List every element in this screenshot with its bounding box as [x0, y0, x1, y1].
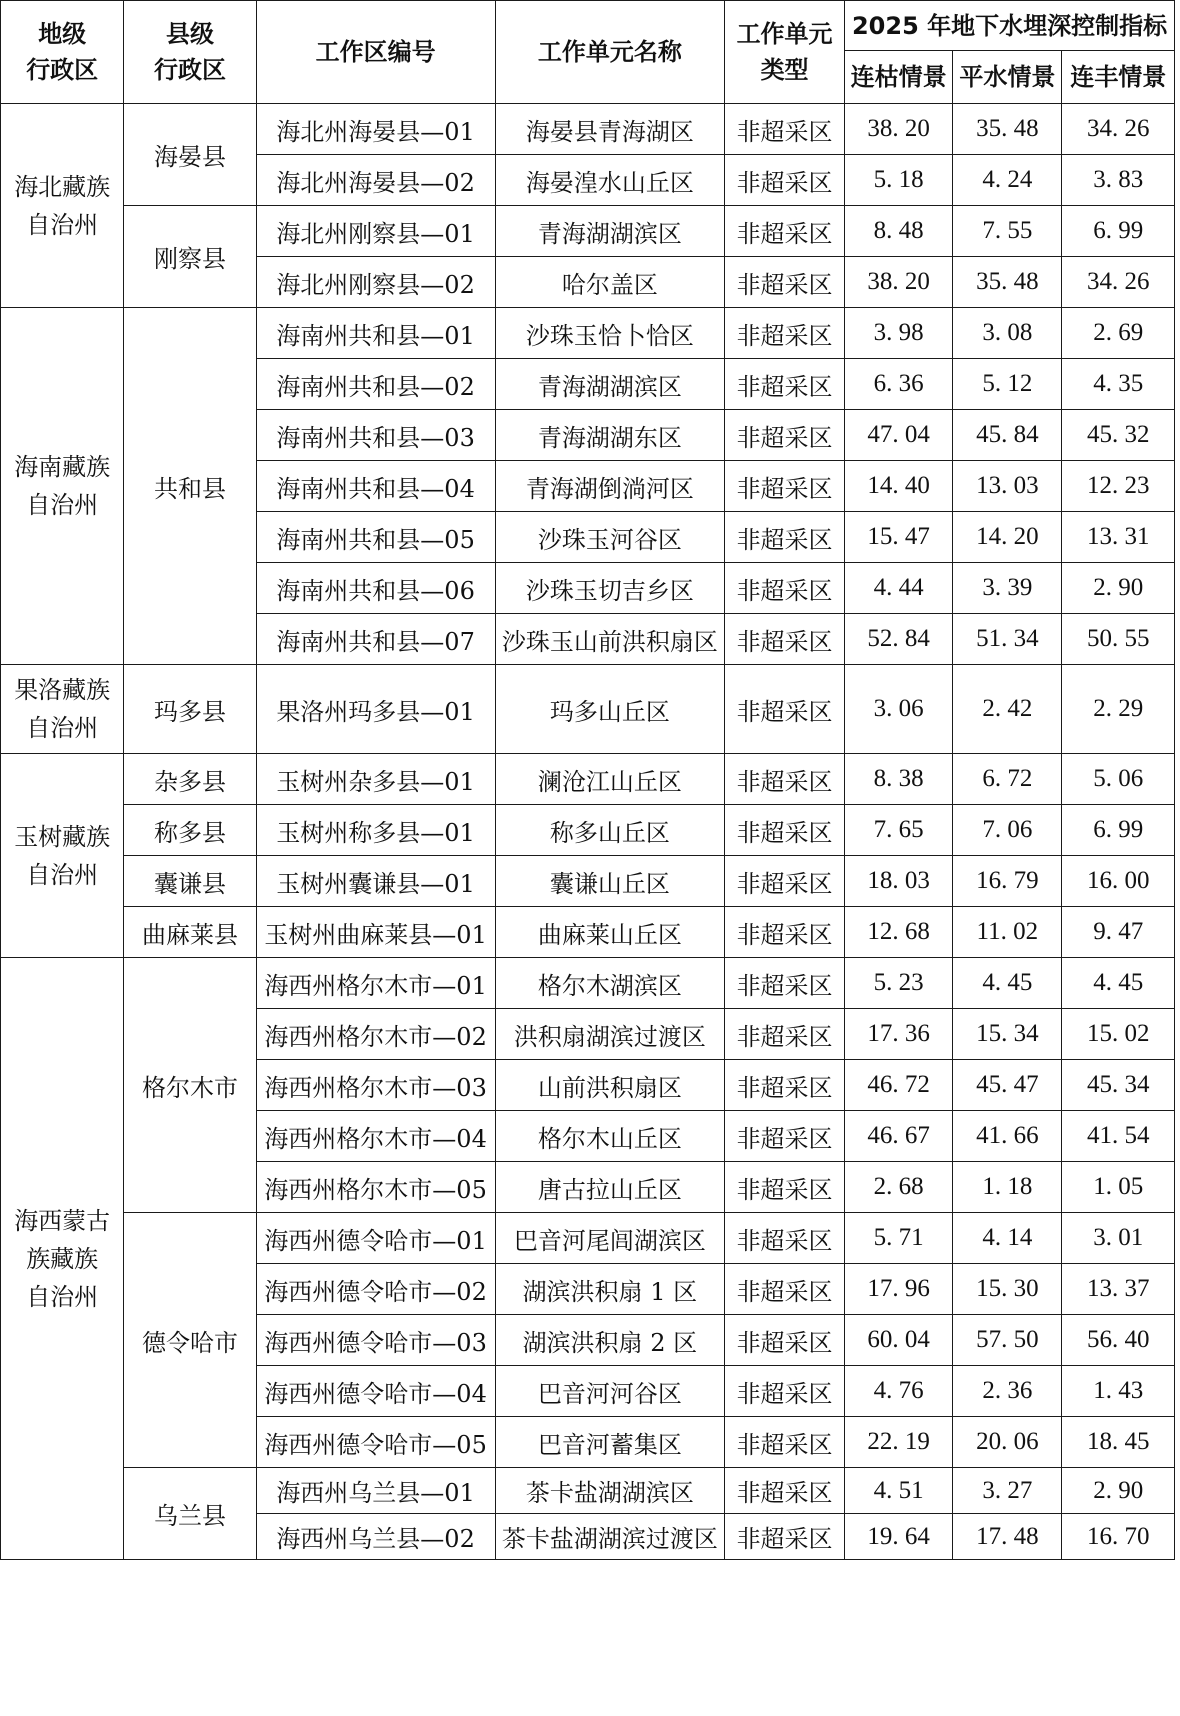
value-normal-scenario: 11. 02 [953, 907, 1062, 958]
work-unit-name: 沙珠玉切吉乡区 [495, 563, 724, 614]
value-dry-scenario: 4. 76 [845, 1366, 953, 1417]
prefecture-name-line: 海南藏族 [14, 453, 111, 481]
value-normal-scenario: 4. 45 [953, 958, 1062, 1009]
prefecture-name-line: 族藏族 [26, 1244, 99, 1273]
value-dry-scenario: 5. 23 [845, 958, 953, 1009]
work-unit-type: 非超采区 [725, 856, 845, 907]
work-unit-type: 非超采区 [725, 665, 845, 754]
work-unit-type: 非超采区 [725, 155, 845, 206]
work-area-code: 果洛州玛多县—01 [256, 665, 495, 754]
value-normal-scenario: 3. 39 [953, 563, 1062, 614]
value-dry-scenario: 38. 20 [845, 257, 953, 308]
value-wet-scenario: 13. 37 [1062, 1264, 1175, 1315]
prefecture-name-line: 自治州 [26, 714, 99, 742]
value-wet-scenario: 15. 02 [1062, 1009, 1175, 1060]
value-dry-scenario: 46. 72 [845, 1060, 953, 1111]
county-cell: 曲麻莱县 [124, 907, 256, 958]
value-wet-scenario: 4. 45 [1062, 958, 1175, 1009]
work-area-code: 海西州格尔木市—05 [256, 1162, 495, 1213]
work-area-code: 海西州乌兰县—02 [256, 1514, 495, 1560]
value-dry-scenario: 6. 36 [845, 359, 953, 410]
prefecture-cell [1, 308, 124, 665]
value-dry-scenario: 14. 40 [845, 461, 953, 512]
prefecture-cell [1, 958, 124, 1560]
work-area-code: 海西州格尔木市—04 [256, 1111, 495, 1162]
value-dry-scenario: 19. 64 [845, 1514, 953, 1560]
work-unit-type: 非超采区 [725, 1264, 845, 1315]
value-dry-scenario: 7. 65 [845, 805, 953, 856]
value-normal-scenario: 14. 20 [953, 512, 1062, 563]
prefecture-name-line: 自治州 [26, 860, 99, 889]
value-dry-scenario: 3. 98 [845, 308, 953, 359]
header-prefecture [1, 1, 124, 104]
value-normal-scenario: 13. 03 [953, 461, 1062, 512]
county-cell: 杂多县 [124, 754, 256, 805]
work-unit-name: 哈尔盖区 [495, 257, 724, 308]
work-unit-type: 非超采区 [725, 1162, 845, 1213]
work-area-code: 海西州乌兰县—01 [256, 1468, 495, 1514]
work-unit-type: 非超采区 [725, 104, 845, 155]
value-dry-scenario: 12. 68 [845, 907, 953, 958]
value-dry-scenario: 5. 71 [845, 1213, 953, 1264]
value-dry-scenario: 38. 20 [845, 104, 953, 155]
work-unit-name: 澜沧江山丘区 [495, 754, 724, 805]
value-dry-scenario: 4. 44 [845, 563, 953, 614]
value-dry-scenario: 3. 06 [845, 665, 953, 754]
value-wet-scenario: 12. 23 [1062, 461, 1175, 512]
value-wet-scenario: 3. 01 [1062, 1213, 1175, 1264]
table-row [1, 1213, 1175, 1264]
value-normal-scenario: 2. 42 [953, 665, 1062, 754]
work-unit-name: 海晏县青海湖区 [495, 104, 724, 155]
value-dry-scenario: 4. 51 [845, 1468, 953, 1514]
work-area-code: 海南州共和县—06 [256, 563, 495, 614]
work-unit-type: 非超采区 [725, 1060, 845, 1111]
work-unit-name: 沙珠玉山前洪积扇区 [495, 614, 724, 665]
value-normal-scenario: 6. 72 [953, 754, 1062, 805]
value-normal-scenario: 35. 48 [953, 104, 1062, 155]
work-unit-name: 囊谦山丘区 [495, 856, 724, 907]
work-area-code: 海北州海晏县—02 [256, 155, 495, 206]
value-wet-scenario: 16. 00 [1062, 856, 1175, 907]
value-normal-scenario: 4. 14 [953, 1213, 1062, 1264]
value-dry-scenario: 5. 18 [845, 155, 953, 206]
header-unit-type-line: 类型 [760, 56, 809, 84]
work-unit-type: 非超采区 [725, 805, 845, 856]
work-area-code: 海南州共和县—03 [256, 410, 495, 461]
value-wet-scenario: 16. 70 [1062, 1514, 1175, 1560]
county-cell: 格尔木市 [124, 958, 256, 1213]
value-normal-scenario: 17. 48 [953, 1514, 1062, 1560]
value-normal-scenario: 5. 12 [953, 359, 1062, 410]
work-unit-type: 非超采区 [725, 359, 845, 410]
value-normal-scenario: 3. 27 [953, 1468, 1062, 1514]
work-unit-name: 湖滨洪积扇 1 区 [495, 1264, 724, 1315]
county-cell: 海晏县 [124, 104, 256, 206]
work-unit-type: 非超采区 [725, 1417, 845, 1468]
value-normal-scenario: 15. 34 [953, 1009, 1062, 1060]
table-row [1, 907, 1175, 958]
table-row [1, 754, 1175, 805]
value-wet-scenario: 56. 40 [1062, 1315, 1175, 1366]
work-unit-name: 巴音河蓄集区 [495, 1417, 724, 1468]
header-scenario-wet: 连丰情景 [1062, 51, 1175, 104]
header-work-unit-type [725, 1, 845, 104]
work-area-code: 海西州格尔木市—03 [256, 1060, 495, 1111]
value-wet-scenario: 5. 06 [1062, 754, 1175, 805]
work-unit-type: 非超采区 [725, 461, 845, 512]
work-unit-name: 玛多山丘区 [495, 665, 724, 754]
work-unit-name: 格尔木湖滨区 [495, 958, 724, 1009]
header-prefecture-line: 地级 [38, 20, 87, 48]
work-unit-name: 称多山丘区 [495, 805, 724, 856]
work-area-code: 海南州共和县—05 [256, 512, 495, 563]
header-county-line: 行政区 [153, 56, 226, 84]
prefecture-cell [1, 665, 124, 754]
table-row [1, 665, 1175, 754]
work-unit-name: 巴音河河谷区 [495, 1366, 724, 1417]
table-header [1, 1, 1175, 104]
header-county [124, 1, 256, 104]
value-dry-scenario: 2. 68 [845, 1162, 953, 1213]
value-wet-scenario: 34. 26 [1062, 104, 1175, 155]
value-dry-scenario: 22. 19 [845, 1417, 953, 1468]
work-unit-type: 非超采区 [725, 1213, 845, 1264]
work-area-code: 海南州共和县—02 [256, 359, 495, 410]
prefecture-name-line: 自治州 [26, 491, 99, 519]
value-wet-scenario: 41. 54 [1062, 1111, 1175, 1162]
value-wet-scenario: 45. 32 [1062, 410, 1175, 461]
work-area-code: 海西州格尔木市—02 [256, 1009, 495, 1060]
value-wet-scenario: 1. 43 [1062, 1366, 1175, 1417]
value-wet-scenario: 45. 34 [1062, 1060, 1175, 1111]
work-unit-type: 非超采区 [725, 907, 845, 958]
header-indicator: 2025 年地下水埋深控制指标 [845, 1, 1175, 51]
value-dry-scenario: 8. 48 [845, 206, 953, 257]
value-wet-scenario: 50. 55 [1062, 614, 1175, 665]
value-normal-scenario: 35. 48 [953, 257, 1062, 308]
value-dry-scenario: 52. 84 [845, 614, 953, 665]
value-wet-scenario: 4. 35 [1062, 359, 1175, 410]
value-normal-scenario: 45. 84 [953, 410, 1062, 461]
work-area-code: 玉树州囊谦县—01 [256, 856, 495, 907]
work-unit-type: 非超采区 [725, 1111, 845, 1162]
header-work-unit-name: 工作单元名称 [495, 1, 724, 104]
table-row [1, 206, 1175, 257]
prefecture-name-line: 自治州 [26, 1282, 99, 1311]
work-unit-type: 非超采区 [725, 1009, 845, 1060]
prefecture-name-line: 果洛藏族 [14, 676, 111, 704]
value-wet-scenario: 13. 31 [1062, 512, 1175, 563]
header-work-area-code: 工作区编号 [256, 1, 495, 104]
value-wet-scenario: 1. 05 [1062, 1162, 1175, 1213]
value-dry-scenario: 17. 96 [845, 1264, 953, 1315]
value-normal-scenario: 3. 08 [953, 308, 1062, 359]
county-cell: 玛多县 [124, 665, 256, 754]
county-cell: 德令哈市 [124, 1213, 256, 1468]
value-wet-scenario: 2. 69 [1062, 308, 1175, 359]
value-wet-scenario: 34. 26 [1062, 257, 1175, 308]
work-area-code: 海西州格尔木市—01 [256, 958, 495, 1009]
work-unit-name: 曲麻莱山丘区 [495, 907, 724, 958]
work-unit-type: 非超采区 [725, 206, 845, 257]
work-area-code: 玉树州杂多县—01 [256, 754, 495, 805]
value-normal-scenario: 2. 36 [953, 1366, 1062, 1417]
value-normal-scenario: 57. 50 [953, 1315, 1062, 1366]
county-cell: 刚察县 [124, 206, 256, 308]
county-cell: 囊谦县 [124, 856, 256, 907]
county-cell: 共和县 [124, 308, 256, 665]
value-normal-scenario: 4. 24 [953, 155, 1062, 206]
value-normal-scenario: 15. 30 [953, 1264, 1062, 1315]
table-body [1, 104, 1175, 1560]
work-unit-type: 非超采区 [725, 1366, 845, 1417]
prefecture-cell [1, 104, 124, 308]
work-area-code: 海西州德令哈市—02 [256, 1264, 495, 1315]
value-normal-scenario: 7. 06 [953, 805, 1062, 856]
header-unit-type-line: 工作单元 [736, 20, 833, 48]
work-unit-name: 洪积扇湖滨过渡区 [495, 1009, 724, 1060]
work-unit-type: 非超采区 [725, 1514, 845, 1560]
value-normal-scenario: 16. 79 [953, 856, 1062, 907]
value-normal-scenario: 20. 06 [953, 1417, 1062, 1468]
work-unit-name: 海晏湟水山丘区 [495, 155, 724, 206]
work-unit-type: 非超采区 [725, 257, 845, 308]
table-row [1, 856, 1175, 907]
value-dry-scenario: 8. 38 [845, 754, 953, 805]
work-area-code: 海北州海晏县—01 [256, 104, 495, 155]
value-wet-scenario: 9. 47 [1062, 907, 1175, 958]
work-area-code: 海西州德令哈市—03 [256, 1315, 495, 1366]
work-unit-name: 青海湖湖东区 [495, 410, 724, 461]
work-area-code: 海北州刚察县—01 [256, 206, 495, 257]
value-dry-scenario: 17. 36 [845, 1009, 953, 1060]
value-dry-scenario: 18. 03 [845, 856, 953, 907]
value-normal-scenario: 1. 18 [953, 1162, 1062, 1213]
value-wet-scenario: 2. 90 [1062, 1468, 1175, 1514]
work-unit-name: 湖滨洪积扇 2 区 [495, 1315, 724, 1366]
value-dry-scenario: 46. 67 [845, 1111, 953, 1162]
value-wet-scenario: 2. 29 [1062, 665, 1175, 754]
work-unit-name: 沙珠玉河谷区 [495, 512, 724, 563]
work-area-code: 海南州共和县—07 [256, 614, 495, 665]
work-unit-type: 非超采区 [725, 410, 845, 461]
value-dry-scenario: 15. 47 [845, 512, 953, 563]
prefecture-cell [1, 754, 124, 958]
work-unit-type: 非超采区 [725, 614, 845, 665]
work-area-code: 玉树州曲麻莱县—01 [256, 907, 495, 958]
value-normal-scenario: 45. 47 [953, 1060, 1062, 1111]
header-scenario-dry: 连枯情景 [845, 51, 953, 104]
work-unit-type: 非超采区 [725, 754, 845, 805]
work-unit-name: 青海湖湖滨区 [495, 206, 724, 257]
prefecture-name-line: 海北藏族 [14, 172, 111, 201]
work-unit-type: 非超采区 [725, 1468, 845, 1514]
value-wet-scenario: 6. 99 [1062, 805, 1175, 856]
work-area-code: 海西州德令哈市—01 [256, 1213, 495, 1264]
value-dry-scenario: 60. 04 [845, 1315, 953, 1366]
value-wet-scenario: 18. 45 [1062, 1417, 1175, 1468]
work-unit-type: 非超采区 [725, 308, 845, 359]
work-area-code: 海西州德令哈市—04 [256, 1366, 495, 1417]
work-unit-name: 巴音河尾闾湖滨区 [495, 1213, 724, 1264]
header-prefecture-line: 行政区 [26, 56, 99, 84]
header-scenario-normal: 平水情景 [953, 51, 1062, 104]
county-cell: 乌兰县 [124, 1468, 256, 1560]
value-wet-scenario: 3. 83 [1062, 155, 1175, 206]
work-area-code: 海南州共和县—01 [256, 308, 495, 359]
value-dry-scenario: 47. 04 [845, 410, 953, 461]
work-unit-name: 茶卡盐湖湖滨过渡区 [495, 1514, 724, 1560]
value-wet-scenario: 2. 90 [1062, 563, 1175, 614]
work-unit-name: 茶卡盐湖湖滨区 [495, 1468, 724, 1514]
work-area-code: 海西州德令哈市—05 [256, 1417, 495, 1468]
work-unit-name: 青海湖倒淌河区 [495, 461, 724, 512]
work-unit-name: 唐古拉山丘区 [495, 1162, 724, 1213]
value-wet-scenario: 6. 99 [1062, 206, 1175, 257]
header-county-line: 县级 [165, 20, 214, 48]
work-unit-type: 非超采区 [725, 1315, 845, 1366]
table-row [1, 958, 1175, 1009]
value-normal-scenario: 7. 55 [953, 206, 1062, 257]
work-unit-name: 青海湖湖滨区 [495, 359, 724, 410]
work-unit-name: 山前洪积扇区 [495, 1060, 724, 1111]
table-row [1, 1468, 1175, 1514]
table-row [1, 805, 1175, 856]
table-row [1, 308, 1175, 359]
work-area-code: 玉树州称多县—01 [256, 805, 495, 856]
work-area-code: 海南州共和县—04 [256, 461, 495, 512]
value-normal-scenario: 51. 34 [953, 614, 1062, 665]
prefecture-name-line: 自治州 [26, 210, 99, 239]
value-normal-scenario: 41. 66 [953, 1111, 1062, 1162]
work-area-code: 海北州刚察县—02 [256, 257, 495, 308]
work-unit-type: 非超采区 [725, 958, 845, 1009]
work-unit-type: 非超采区 [725, 512, 845, 563]
work-unit-name: 沙珠玉恰卜恰区 [495, 308, 724, 359]
work-unit-name: 格尔木山丘区 [495, 1111, 724, 1162]
prefecture-name-line: 玉树藏族 [14, 822, 111, 851]
county-cell: 称多县 [124, 805, 256, 856]
prefecture-name-line: 海西蒙古 [14, 1206, 111, 1235]
work-unit-type: 非超采区 [725, 563, 845, 614]
table-row [1, 104, 1175, 155]
